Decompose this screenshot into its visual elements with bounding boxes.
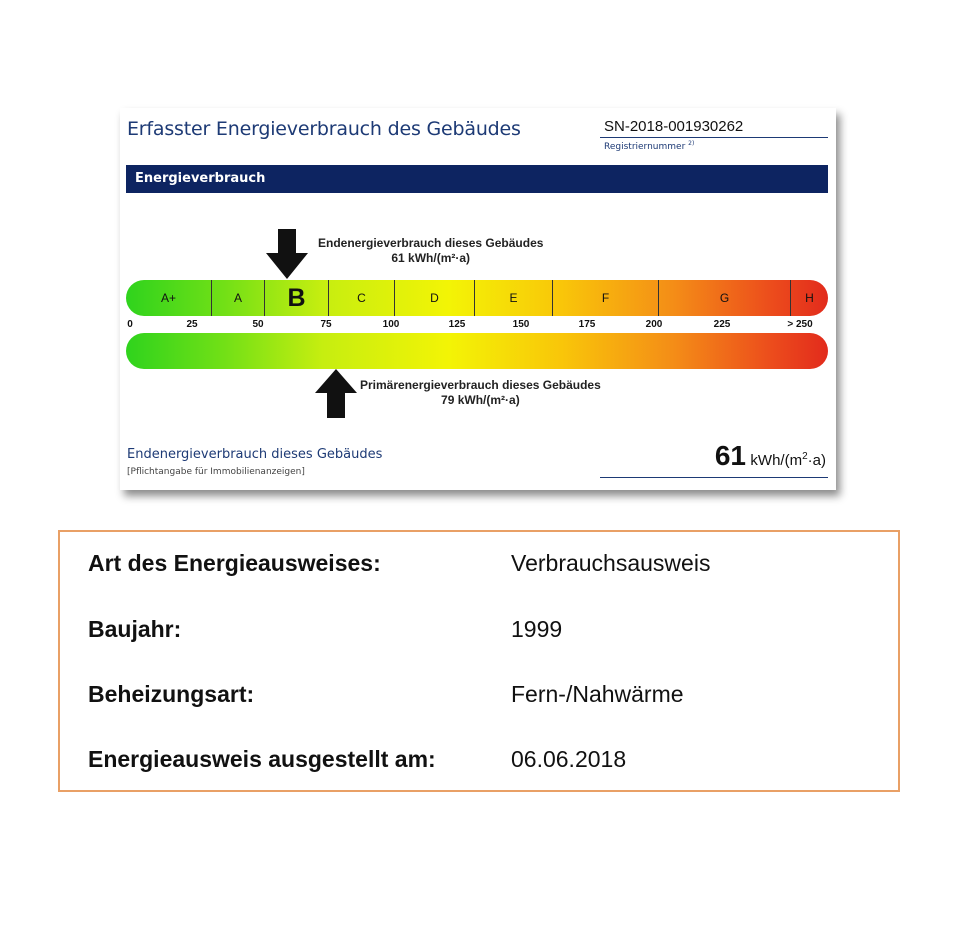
band-f: F — [553, 280, 659, 316]
tick-25: 25 — [186, 319, 198, 330]
info-value: 06.06.2018 — [511, 746, 627, 772]
tick-150: 150 — [512, 319, 530, 330]
primary-energy-label-line1: Primärenergieverbrauch dieses Gebäudes — [360, 378, 601, 392]
info-box — [58, 530, 900, 792]
info-value: Verbrauchsausweis — [511, 550, 711, 576]
bottom-title: Endenergieverbrauch dieses Gebäudes — [127, 447, 383, 462]
band-h: H — [805, 291, 814, 305]
tick-0: 0 — [127, 319, 133, 330]
card-title: Erfasster Energieverbrauch des Gebäudes — [127, 118, 521, 140]
energy-value-number: 61 — [714, 440, 746, 471]
registration-number: SN-2018-001930262 — [604, 118, 744, 135]
end-energy-label — [318, 236, 543, 266]
primary-energy-label-line2: 79 kWh/(m²·a) — [441, 393, 520, 407]
section-header: Energieverbrauch — [126, 165, 828, 193]
registration-underline — [600, 137, 828, 138]
bottom-note: [Pflichtangabe für Immobilienanzeigen] — [127, 467, 305, 477]
band-e: E — [475, 280, 553, 316]
info-label: Beheizungsart: — [88, 681, 255, 707]
tick-75: 75 — [320, 319, 332, 330]
tick-100: 100 — [382, 319, 400, 330]
info-value: 1999 — [511, 616, 563, 642]
tick-250-plus: > 250 — [787, 319, 813, 330]
arrow-down-icon — [266, 229, 308, 279]
energy-value-unit: kWh/$(m^2\cdot a)$ — [750, 451, 826, 469]
info-label: Energieausweis ausgestellt am: — [88, 746, 436, 772]
info-label: Art des Energieausweises: — [88, 550, 381, 576]
energy-value — [600, 440, 826, 472]
tick-175: 175 — [578, 319, 596, 330]
energy-certificate-card — [120, 108, 836, 490]
primary-energy-label — [360, 378, 601, 408]
tick-200: 200 — [645, 319, 663, 330]
end-energy-label-line1: Endenergieverbrauch dieses Gebäudes — [318, 236, 544, 250]
tick-125: 125 — [448, 319, 466, 330]
band-g: G — [659, 280, 791, 316]
band-a-plus: A+ — [126, 280, 212, 316]
registration-label: Registriernummer $^{2)}$ — [604, 140, 695, 152]
tick-225: 225 — [713, 319, 731, 330]
band-d: D — [395, 280, 475, 316]
energy-value-underline — [600, 477, 828, 478]
band-a: A — [212, 280, 265, 316]
tick-50: 50 — [252, 319, 264, 330]
energy-scale-bar — [126, 280, 828, 316]
info-value: Fern-/Nahwärme — [511, 681, 684, 707]
info-label: Baujahr: — [88, 616, 182, 642]
arrow-up-icon — [315, 369, 357, 418]
band-b: B — [265, 280, 329, 316]
primary-energy-scale-bar — [126, 333, 828, 369]
band-c: C — [329, 280, 395, 316]
end-energy-label-line2: 61 kWh/(m²·a) — [391, 251, 471, 265]
